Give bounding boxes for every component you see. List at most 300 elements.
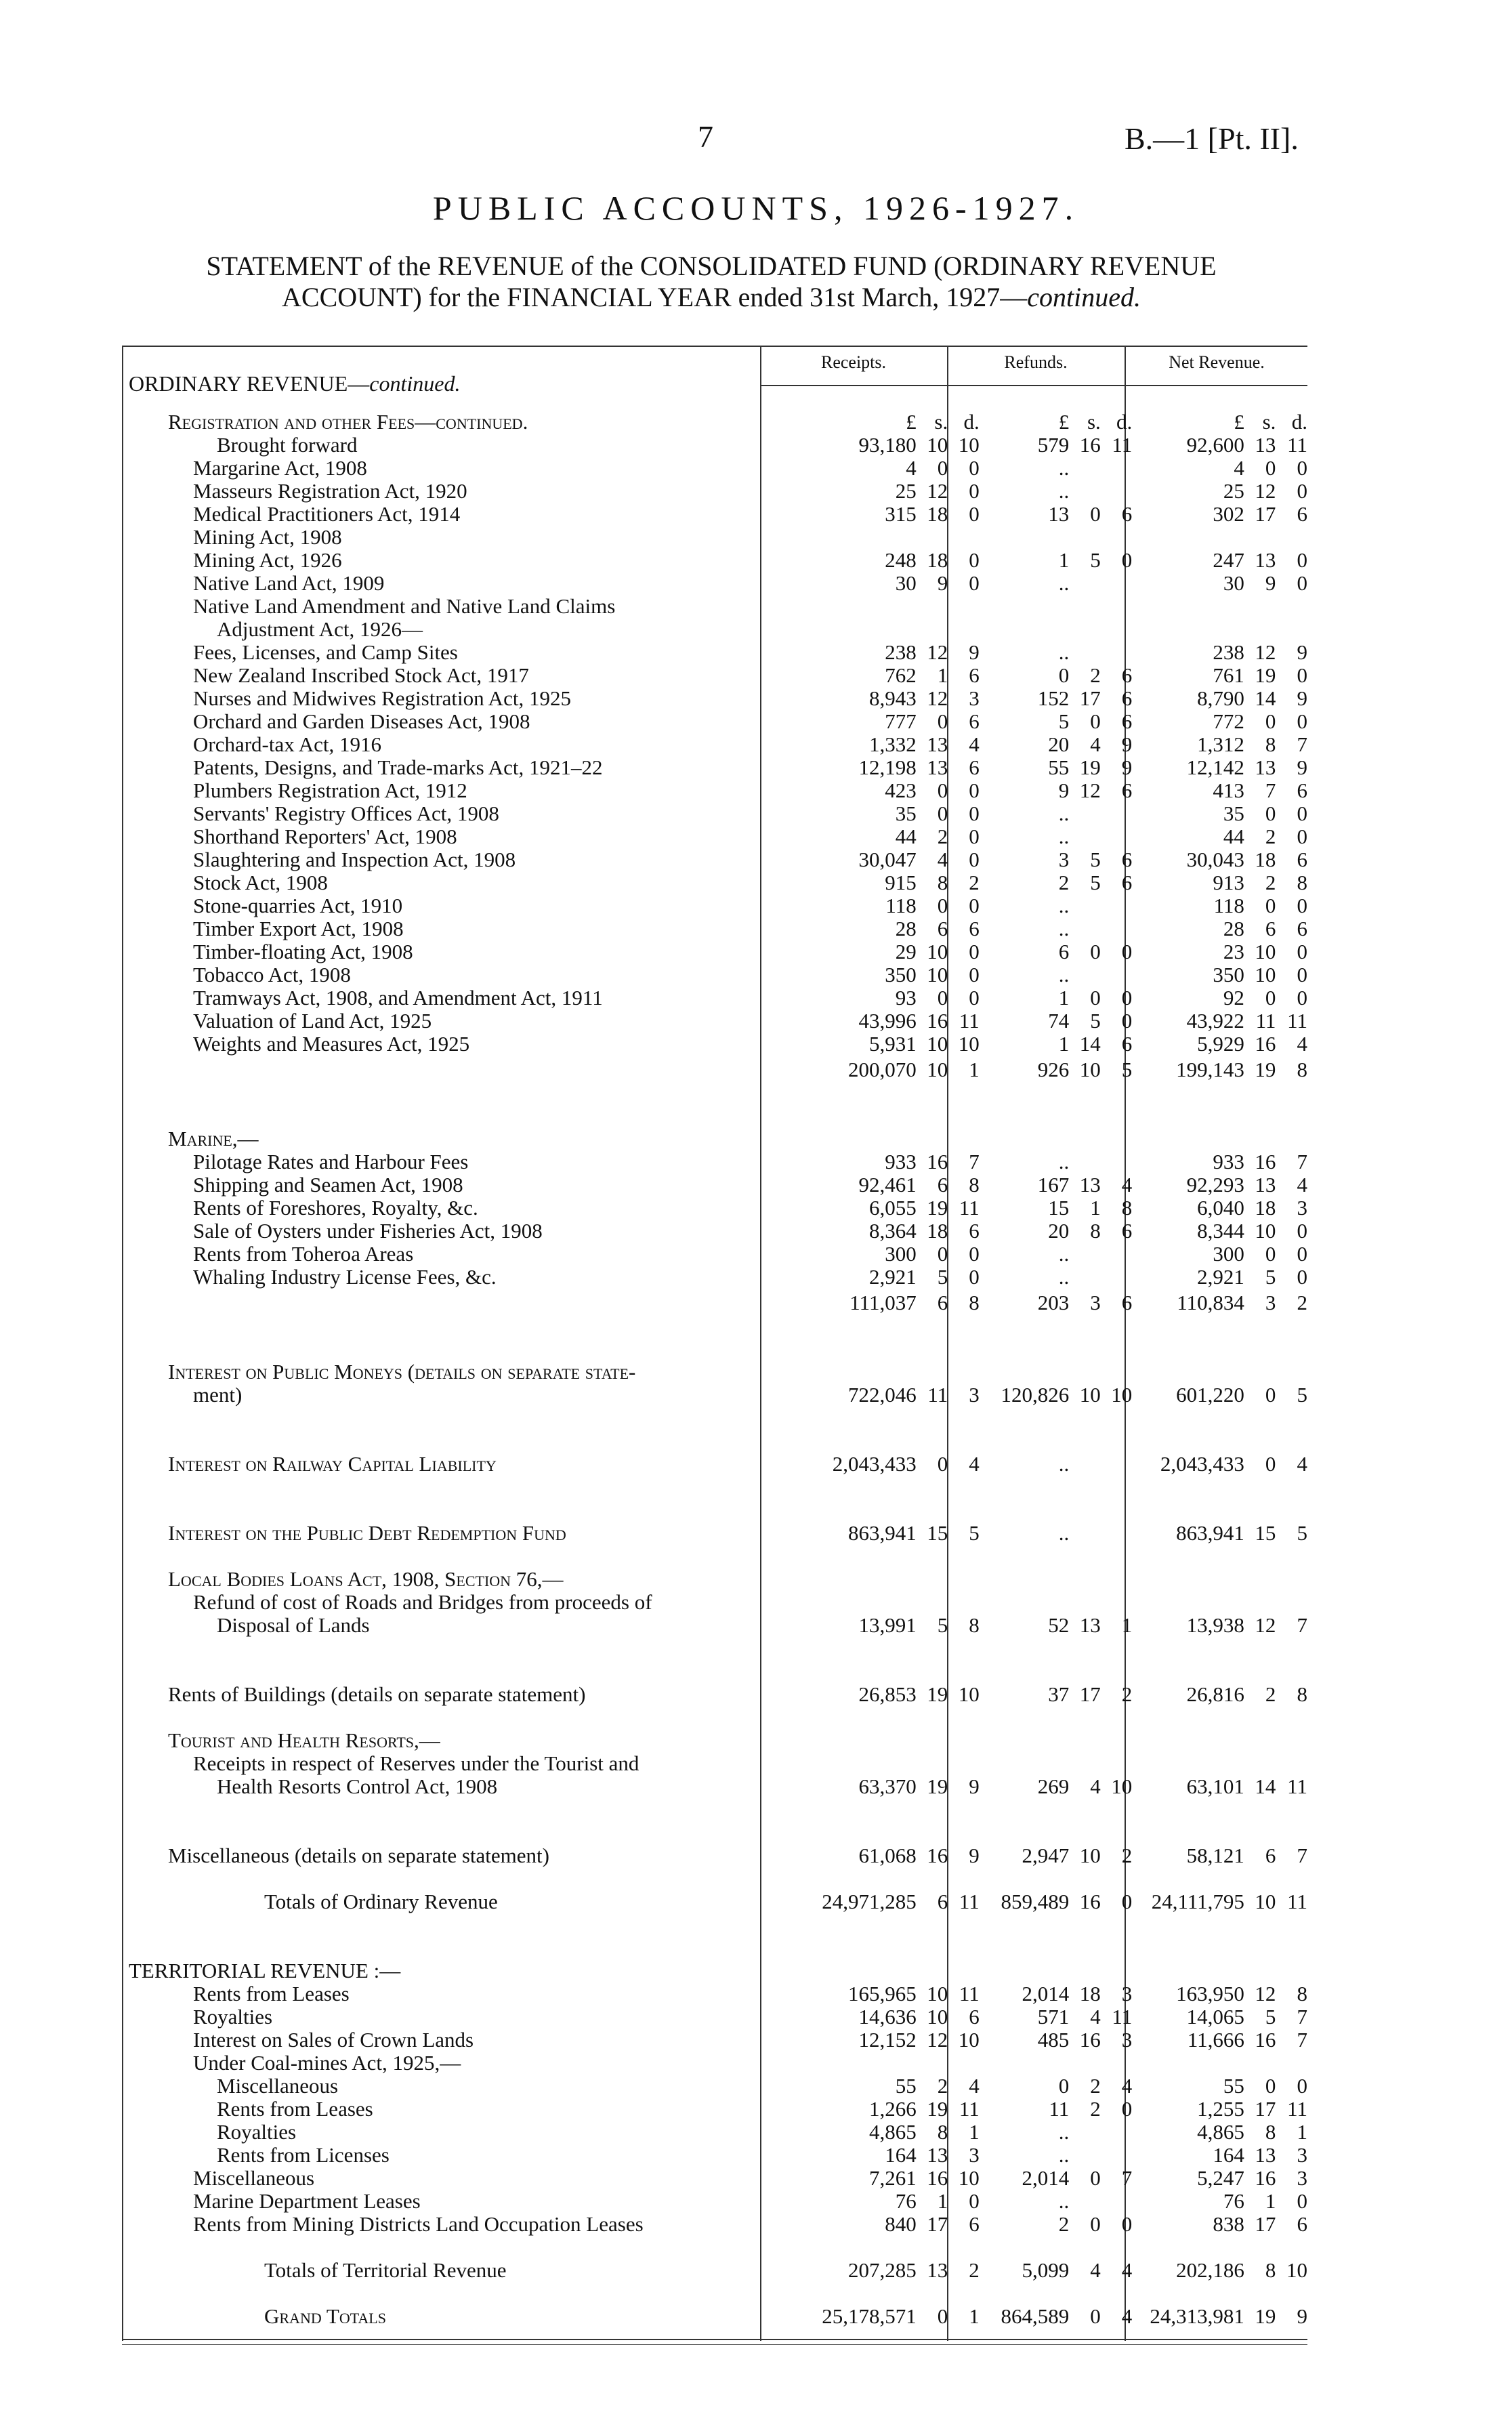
pounds-cell: 1,266 xyxy=(868,2097,917,2121)
row-label: Timber Export Act, 1908 xyxy=(193,917,404,940)
column-gap xyxy=(1132,1521,1145,1544)
pence-cell xyxy=(1101,1659,1133,1682)
pounds-cell: 762 xyxy=(885,663,917,687)
pence-cell: 0 xyxy=(969,1242,980,1266)
pence-cell xyxy=(948,594,980,617)
pounds-cell xyxy=(809,1337,917,1360)
table-row xyxy=(129,1844,1307,1867)
pounds-cell xyxy=(809,1913,917,1936)
shillings-cell: 10 xyxy=(927,433,948,457)
shillings-cell: 0 xyxy=(1090,2304,1101,2328)
row-label: Brought forward xyxy=(217,433,358,457)
shillings-cell: 0 xyxy=(937,709,948,733)
column-gap xyxy=(1132,525,1145,548)
shillings-cell xyxy=(1069,1127,1101,1150)
shillings-cell xyxy=(917,1728,948,1751)
pence-cell: 8 xyxy=(969,1291,980,1314)
pounds-cell xyxy=(1146,1406,1244,1429)
pence-cell: 6 xyxy=(1121,1032,1133,1056)
shillings-cell xyxy=(1069,1242,1101,1265)
pounds-cell: 11 xyxy=(1049,2097,1070,2121)
pounds-cell: .. xyxy=(1058,1242,1070,1266)
column-gap xyxy=(980,2304,988,2327)
shillings-cell xyxy=(917,617,948,640)
pounds-cell xyxy=(1146,1936,1244,1959)
shillings-cell: 1 xyxy=(937,2189,948,2213)
pence-cell xyxy=(1276,1429,1307,1452)
shillings-cell xyxy=(1244,1590,1276,1613)
shillings-cell xyxy=(1069,1567,1101,1590)
shillings-cell: 4 xyxy=(1090,1774,1101,1798)
section-heading-row xyxy=(129,1590,1307,1613)
pounds-cell xyxy=(809,1659,917,1682)
pounds-cell xyxy=(988,1867,1070,1890)
table-row xyxy=(129,802,1307,825)
shillings-cell xyxy=(917,1567,948,1590)
pounds-cell: 163,950 xyxy=(1176,1982,1244,2005)
pence-cell xyxy=(1101,894,1133,917)
shillings-cell xyxy=(917,1475,948,1498)
pence-cell: 9 xyxy=(1121,755,1133,779)
shillings-cell xyxy=(1069,1751,1101,1774)
column-gap xyxy=(980,917,988,940)
shillings-cell: 14 xyxy=(1079,1032,1101,1056)
pounds-cell: 92,461 xyxy=(858,1173,917,1197)
ordinary-revenue-heading xyxy=(129,371,460,396)
pounds-cell xyxy=(1146,2051,1244,2074)
table-row xyxy=(129,2143,1307,2166)
column-gap xyxy=(980,1288,988,1314)
section-heading-row xyxy=(129,1360,1307,1383)
row-label xyxy=(129,1636,809,1659)
column-gap xyxy=(1132,686,1145,709)
pounds-cell: 30 xyxy=(895,571,917,595)
pounds-cell: 2,947 xyxy=(1022,1844,1070,1867)
pounds-cell: .. xyxy=(1058,571,1070,595)
column-gap xyxy=(980,2212,988,2235)
shillings-cell: 17 xyxy=(1079,686,1101,710)
pence-cell: 1 xyxy=(969,1058,980,1081)
shillings-cell xyxy=(1069,594,1101,617)
shillings-cell: 0 xyxy=(1265,1242,1276,1266)
statement-heading xyxy=(102,251,1321,313)
column-gap xyxy=(1132,940,1145,963)
shillings-cell: 13 xyxy=(1255,548,1276,572)
shillings-cell: 18 xyxy=(927,548,948,572)
pounds-cell: 12,152 xyxy=(858,2028,917,2052)
pounds-cell xyxy=(988,1751,1070,1774)
pence-cell: d. xyxy=(1291,410,1307,434)
table-row xyxy=(129,1521,1307,1544)
pounds-cell: 52 xyxy=(1048,1613,1070,1637)
pounds-cell xyxy=(1146,1544,1244,1567)
row-label: Adjustment Act, 1926— xyxy=(217,617,423,641)
pounds-cell: 43,996 xyxy=(858,1009,917,1033)
pounds-cell: 413 xyxy=(1213,778,1244,802)
shillings-cell: 15 xyxy=(1255,1521,1276,1545)
table-row xyxy=(129,709,1307,732)
column-gap xyxy=(1132,548,1145,571)
shillings-cell: 17 xyxy=(1255,2097,1276,2121)
shillings-cell: 10 xyxy=(1255,940,1276,963)
pounds-cell: 28 xyxy=(1223,917,1244,940)
shillings-cell: 1 xyxy=(1265,2189,1276,2213)
row-label xyxy=(129,1314,809,1337)
shillings-cell: s. xyxy=(1262,410,1276,434)
pounds-cell xyxy=(1146,1314,1244,1337)
shillings-cell xyxy=(1069,1265,1101,1288)
pence-cell xyxy=(1276,1590,1307,1613)
pence-cell xyxy=(1101,1544,1133,1567)
column-gap xyxy=(980,1032,988,1055)
column-gap xyxy=(980,479,988,502)
pounds-cell: 92,293 xyxy=(1186,1173,1244,1197)
pounds-cell: 5 xyxy=(1058,709,1070,733)
column-gap xyxy=(1132,456,1145,479)
column-gap xyxy=(980,1544,988,1567)
pence-cell: 9 xyxy=(969,1774,980,1798)
shillings-cell: 6 xyxy=(1265,917,1276,940)
shillings-cell: 5 xyxy=(1090,1009,1101,1033)
row-label: Rents from Licenses xyxy=(217,2143,390,2167)
shillings-cell xyxy=(1069,1913,1101,1936)
shillings-cell: 12 xyxy=(1079,778,1101,802)
pence-cell: 2 xyxy=(969,871,980,894)
row-label: Rents from Mining Districts Land Occupation Leases xyxy=(193,2212,644,2236)
pence-cell xyxy=(948,1498,980,1521)
shillings-cell: 13 xyxy=(927,2258,948,2282)
pence-cell xyxy=(948,2235,980,2258)
pounds-cell: 1 xyxy=(1058,986,1070,1010)
pence-cell: 10 xyxy=(1111,1383,1133,1407)
shillings-cell: 12 xyxy=(1255,1613,1276,1637)
row-label: Medical Practitioners Act, 1914 xyxy=(193,502,461,526)
pence-cell: 4 xyxy=(1121,1173,1133,1197)
pence-cell: 0 xyxy=(1121,548,1133,572)
row-label xyxy=(129,1055,809,1081)
column-gap xyxy=(980,986,988,1009)
column-gap xyxy=(1132,2235,1145,2258)
shillings-cell xyxy=(917,1636,948,1659)
section-heading-row xyxy=(129,2051,1307,2074)
pence-cell xyxy=(1101,963,1133,986)
table-row xyxy=(129,1982,1307,2005)
shillings-cell xyxy=(1069,963,1101,986)
column-gap xyxy=(1132,709,1145,732)
pence-cell: 11 xyxy=(1287,2097,1307,2121)
pounds-cell xyxy=(809,2051,917,2074)
column-gap xyxy=(1132,1867,1145,1890)
pence-cell xyxy=(1101,1936,1133,1959)
shillings-cell xyxy=(1244,1751,1276,1774)
pounds-cell: 92 xyxy=(1223,986,1244,1010)
column-gap xyxy=(980,2166,988,2189)
column-gap xyxy=(980,410,988,433)
shillings-cell: 0 xyxy=(1090,2212,1101,2236)
pence-cell: 0 xyxy=(969,848,980,871)
shillings-cell xyxy=(1069,1959,1101,1982)
pounds-cell: 35 xyxy=(895,802,917,825)
shillings-cell xyxy=(1244,525,1276,548)
shillings-cell: 9 xyxy=(1265,571,1276,595)
pounds-cell: .. xyxy=(1058,2120,1070,2144)
column-gap xyxy=(980,640,988,663)
table-row xyxy=(129,1682,1307,1705)
pence-cell: 6 xyxy=(969,755,980,779)
shillings-cell xyxy=(1069,1429,1101,1452)
table-row xyxy=(129,2097,1307,2120)
pence-cell xyxy=(1101,1797,1133,1821)
column-gap xyxy=(1132,1821,1145,1844)
shillings-cell: 8 xyxy=(937,871,948,894)
column-gap xyxy=(1132,1452,1145,1475)
pence-cell xyxy=(1101,1150,1133,1173)
pounds-cell: 863,941 xyxy=(847,1521,917,1545)
pounds-cell: 26,853 xyxy=(858,1682,917,1706)
shillings-cell xyxy=(1244,2051,1276,2074)
pence-cell: 0 xyxy=(1297,479,1307,503)
column-gap xyxy=(980,802,988,825)
shillings-cell xyxy=(917,1751,948,1774)
pence-cell: 0 xyxy=(1297,1219,1307,1243)
pence-cell: 0 xyxy=(1297,894,1307,917)
pence-cell xyxy=(1101,1475,1133,1498)
pence-cell: 0 xyxy=(1121,940,1133,963)
pence-cell xyxy=(948,1544,980,1567)
row-label: Tramways Act, 1908, and Amendment Act, 1911 xyxy=(193,986,603,1010)
pence-cell: 11 xyxy=(959,1196,980,1220)
pence-cell: 2 xyxy=(969,2258,980,2282)
row-label: Miscellaneous (details on separate statement) xyxy=(168,1844,549,1867)
pounds-cell: 6,055 xyxy=(868,1196,917,1220)
pence-cell: 9 xyxy=(969,640,980,664)
column-gap xyxy=(1132,1659,1145,1682)
shillings-cell: 5 xyxy=(1265,2005,1276,2029)
pence-cell: 6 xyxy=(1121,502,1133,526)
shillings-cell xyxy=(1244,617,1276,640)
pence-cell: 1 xyxy=(1121,1613,1133,1637)
shillings-cell xyxy=(917,1797,948,1821)
pence-cell: 6 xyxy=(1121,709,1133,733)
spacer-row xyxy=(129,1705,1307,1728)
row-label: Health Resorts Control Act, 1908 xyxy=(217,1774,498,1798)
pounds-cell: .. xyxy=(1058,1265,1070,1289)
column-gap xyxy=(980,1797,988,1821)
shillings-cell xyxy=(1069,640,1101,663)
column-gap xyxy=(1132,640,1145,663)
shillings-cell: 10 xyxy=(1255,1219,1276,1243)
shillings-cell: 5 xyxy=(1090,548,1101,572)
column-gap xyxy=(980,2097,988,2120)
spacer-row xyxy=(129,1104,1307,1127)
pounds-cell xyxy=(809,1081,917,1104)
pence-cell: 7 xyxy=(1297,1613,1307,1637)
shillings-cell: 2 xyxy=(937,2074,948,2098)
shillings-cell: 19 xyxy=(1079,755,1101,779)
column-gap xyxy=(980,1055,988,1081)
column-gap xyxy=(980,1127,988,1150)
pence-cell xyxy=(948,1728,980,1751)
column-gap xyxy=(1132,1751,1145,1774)
table-row xyxy=(129,663,1307,686)
pounds-cell xyxy=(1146,1821,1244,1844)
shillings-cell: 18 xyxy=(927,502,948,526)
shillings-cell: 3 xyxy=(1090,1291,1101,1314)
pence-cell xyxy=(1276,2281,1307,2304)
row-label: Stone-quarries Act, 1910 xyxy=(193,894,403,917)
pence-cell xyxy=(1101,1314,1133,1337)
column-gap xyxy=(980,1314,988,1337)
pence-cell: 2 xyxy=(1121,1682,1133,1706)
shillings-cell: 13 xyxy=(927,732,948,756)
pence-cell: 9 xyxy=(1297,640,1307,664)
column-gap xyxy=(980,663,988,686)
pounds-cell: 44 xyxy=(1223,825,1244,848)
net-revenue-header: Net Revenue. xyxy=(1169,352,1265,372)
shillings-cell xyxy=(917,1544,948,1567)
pounds-cell: 28 xyxy=(895,917,917,940)
pounds-cell xyxy=(1146,1567,1244,1590)
pence-cell: 3 xyxy=(969,2143,980,2167)
pounds-cell xyxy=(1146,1337,1244,1360)
column-gap xyxy=(1132,1429,1145,1452)
pence-cell xyxy=(948,1360,980,1383)
pence-cell: 6 xyxy=(969,917,980,940)
pence-cell xyxy=(1101,2120,1133,2143)
pounds-cell: £ xyxy=(1058,410,1070,434)
column-gap xyxy=(1132,1705,1145,1728)
pounds-cell xyxy=(988,2051,1070,2074)
pence-cell: 0 xyxy=(1297,456,1307,480)
pounds-cell: £ xyxy=(906,410,917,434)
pounds-cell xyxy=(1146,1590,1244,1613)
pence-cell xyxy=(948,1959,980,1982)
pence-cell: 0 xyxy=(1121,2212,1133,2236)
shillings-cell: 5 xyxy=(1090,871,1101,894)
pounds-cell: 864,589 xyxy=(1001,2304,1070,2328)
shillings-cell: s. xyxy=(1087,410,1101,434)
shillings-cell: 17 xyxy=(1079,1682,1101,1706)
column-gap xyxy=(980,456,988,479)
shillings-cell: 6 xyxy=(937,1173,948,1197)
pounds-cell xyxy=(809,617,917,640)
section-heading-row xyxy=(129,1127,1307,1150)
pence-cell: 0 xyxy=(969,894,980,917)
pounds-cell xyxy=(1146,2235,1244,2258)
pence-cell: 6 xyxy=(969,2212,980,2236)
revenue-table xyxy=(129,410,1307,2327)
pounds-cell: 13,991 xyxy=(858,1613,917,1637)
pence-cell: 0 xyxy=(969,963,980,986)
pence-cell: 0 xyxy=(969,802,980,825)
shillings-cell xyxy=(1069,456,1101,479)
column-gap xyxy=(1132,917,1145,940)
pence-cell: 0 xyxy=(969,778,980,802)
column-gap xyxy=(1132,2028,1145,2051)
pounds-cell xyxy=(988,1567,1070,1590)
pounds-cell xyxy=(1146,1081,1244,1104)
column-gap xyxy=(1132,1406,1145,1429)
pounds-cell xyxy=(1146,525,1244,548)
shillings-cell: 0 xyxy=(1265,894,1276,917)
table-left-rule xyxy=(122,346,123,2341)
shillings-cell xyxy=(917,1406,948,1429)
column-gap xyxy=(980,1982,988,2005)
table-top-rule xyxy=(122,346,1307,347)
shillings-cell xyxy=(1069,1728,1101,1751)
pounds-cell xyxy=(809,594,917,617)
column-gap xyxy=(1132,2189,1145,2212)
column-gap xyxy=(980,1821,988,1844)
shillings-cell xyxy=(1069,1360,1101,1383)
pence-cell: 5 xyxy=(1121,1058,1133,1081)
section-heading-row xyxy=(129,1567,1307,1590)
row-label: Orchard and Garden Diseases Act, 1908 xyxy=(193,709,530,733)
pounds-cell: 58,121 xyxy=(1186,1844,1244,1867)
column-gap xyxy=(980,2051,988,2074)
shillings-cell xyxy=(1244,1544,1276,1567)
spacer-row xyxy=(129,1498,1307,1521)
column-gap xyxy=(980,1774,988,1797)
shillings-cell: 19 xyxy=(927,1682,948,1706)
pence-cell: 0 xyxy=(1121,1009,1133,1033)
table-row xyxy=(129,640,1307,663)
pence-cell xyxy=(948,1659,980,1682)
pounds-cell xyxy=(988,1936,1070,1959)
pence-cell: 0 xyxy=(1121,986,1133,1010)
pence-cell: 10 xyxy=(958,1682,980,1706)
document-reference: B.—1 [Pt. II]. xyxy=(1125,121,1299,156)
row-label: Royalties xyxy=(217,2120,297,2144)
column-gap xyxy=(980,1959,988,1982)
pounds-cell xyxy=(988,1360,1070,1383)
column-gap xyxy=(1132,848,1145,871)
column-gap xyxy=(980,1173,988,1196)
shillings-cell: 12 xyxy=(927,686,948,710)
shillings-cell: 1 xyxy=(937,663,948,687)
shillings-cell: 6 xyxy=(937,1291,948,1314)
pence-cell xyxy=(948,1567,980,1590)
pounds-cell xyxy=(809,1867,917,1890)
shillings-cell: 0 xyxy=(937,802,948,825)
shillings-cell: 14 xyxy=(1255,1774,1276,1798)
column-gap xyxy=(1132,663,1145,686)
column-gap xyxy=(1132,1936,1145,1959)
shillings-cell: 16 xyxy=(1255,2166,1276,2190)
shillings-cell: 19 xyxy=(1255,1058,1276,1081)
spacer-row xyxy=(129,1081,1307,1104)
pounds-cell: 2,043,433 xyxy=(832,1452,917,1476)
shillings-cell: 16 xyxy=(1255,1150,1276,1173)
shillings-cell: 10 xyxy=(927,1982,948,2005)
pounds-cell: 9 xyxy=(1058,778,1070,802)
shillings-cell xyxy=(1244,1406,1276,1429)
row-label: Plumbers Registration Act, 1912 xyxy=(193,778,467,802)
pence-cell: 3 xyxy=(1297,2143,1307,2167)
column-gap xyxy=(980,548,988,571)
shillings-cell: 3 xyxy=(1265,1291,1276,1314)
row-label: Local Bodies Loans Act, 1908, Section 76,— xyxy=(168,1567,564,1591)
spacer-row xyxy=(129,1636,1307,1659)
pounds-cell xyxy=(809,525,917,548)
column-gap xyxy=(1132,1314,1145,1337)
row-label: New Zealand Inscribed Stock Act, 1917 xyxy=(193,663,529,687)
shillings-cell xyxy=(917,2051,948,2074)
shillings-cell: 19 xyxy=(1255,2304,1276,2328)
shillings-cell xyxy=(1069,1475,1101,1498)
pence-cell xyxy=(948,1936,980,1959)
pence-cell: 2 xyxy=(1121,1844,1133,1867)
